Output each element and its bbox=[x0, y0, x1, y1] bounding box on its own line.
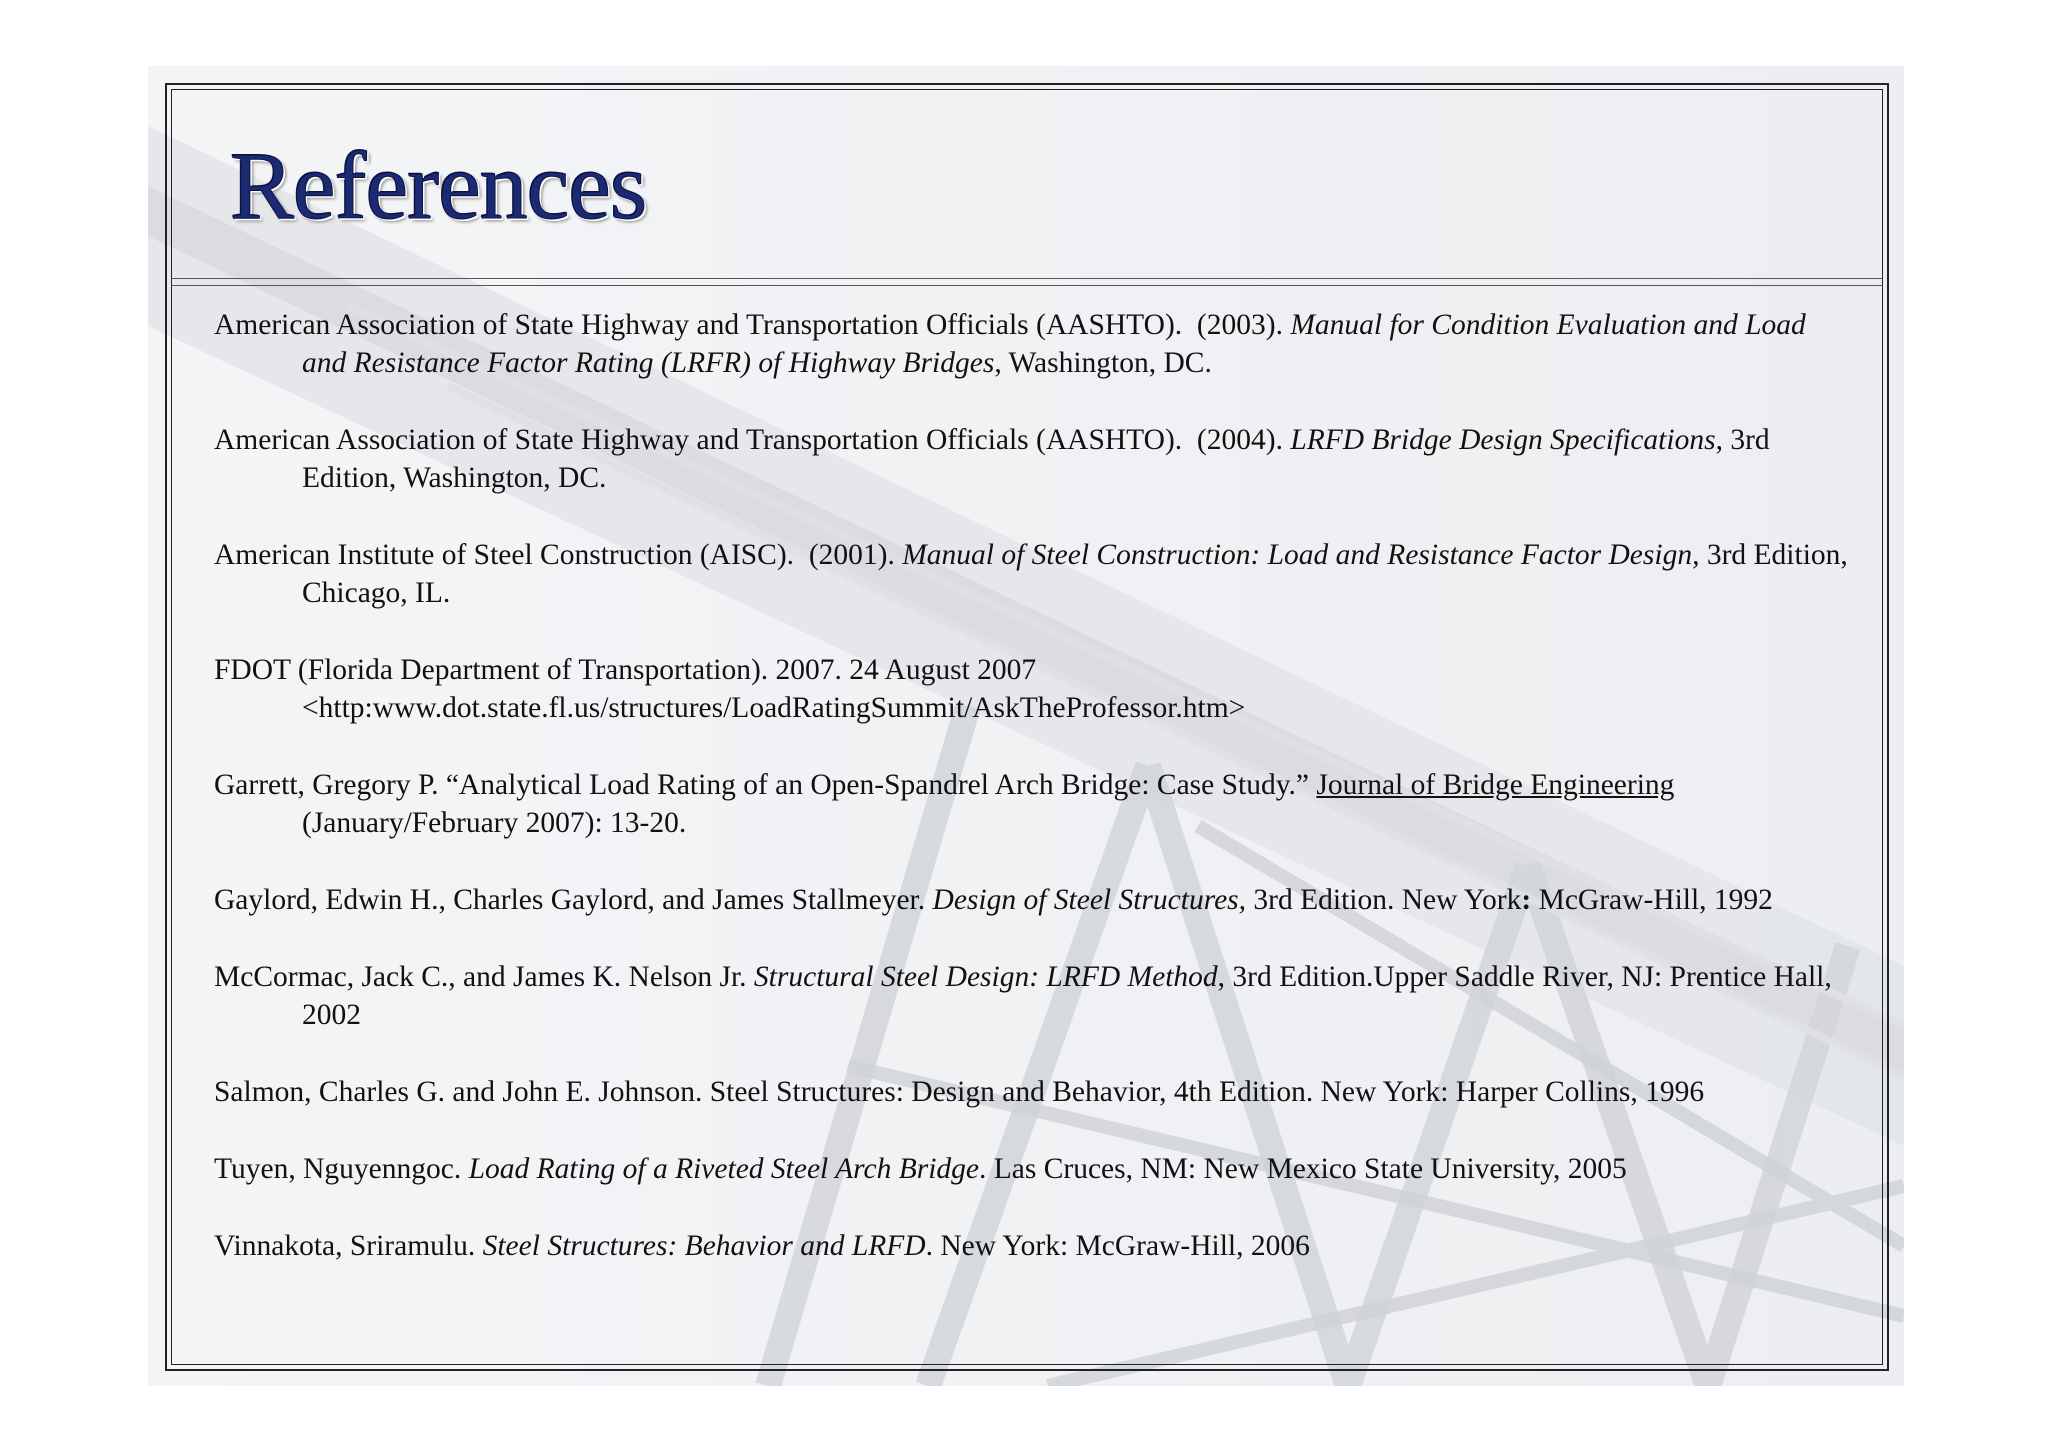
reference-url: <http:www.dot.state.fl.us/structures/LoadRatingSummit/AskTheProfessor.htm> bbox=[302, 692, 1246, 724]
reference-item-vinnakota: Vinnakota, Sriramulu. Steel Structures: Behavior and LRFD. New York: McGraw-Hill, 2006 bbox=[214, 1230, 1310, 1262]
page-title: References bbox=[230, 132, 647, 239]
reference-item-aisc-2001: American Institute of Steel Construction (AISC). (2001). Manual of Steel Construction: Load and Resistance Factor Design, 3rd Edition, Chicago, IL. bbox=[214, 539, 1848, 609]
title-divider bbox=[171, 278, 1883, 286]
reference-item-fdot-2007: FDOT (Florida Department of Transportation). 2007. 24 August 2007 <http:www.dot.state.fl.us/structures/LoadRatingSummit/AskTheProfessor.htm> bbox=[214, 654, 1246, 724]
reference-item-garrett: Garrett, Gregory P. “Analytical Load Rating of an Open-Spandrel Arch Bridge: Case Study.” Journal of Bridge Engineering (January/February 2007): 13-20. bbox=[214, 769, 1675, 839]
reference-item-aashto-2003: American Association of State Highway and Transportation Officials (AASHTO). (2003). Manual for Condition Evaluation and Load and Resistance Factor Rating (LRFR) of Highway Bridges, Washington, DC. bbox=[214, 309, 1806, 379]
reference-item-mccormac: McCormac, Jack C., and James K. Nelson Jr. Structural Steel Design: LRFD Method, 3rd Edition.Upper Saddle River, NJ: Prentice Hall, 2002 bbox=[214, 961, 1832, 1031]
journal-title: Journal of Bridge Engineering bbox=[1316, 769, 1675, 801]
reference-item-aashto-2004: American Association of State Highway and Transportation Officials (AASHTO). (2004). LRFD Bridge Design Specifications, 3rd Edition, Washington, DC. bbox=[214, 424, 1770, 494]
reference-item-tuyen: Tuyen, Nguyenngoc. Load Rating of a Riveted Steel Arch Bridge. Las Cruces, NM: New Mexico State University, 2005 bbox=[214, 1153, 1627, 1185]
reference-item-gaylord: Gaylord, Edwin H., Charles Gaylord, and James Stallmeyer. Design of Steel Structures, 3rd Edition. New York: McGraw-Hill, 1992 bbox=[214, 884, 1773, 916]
reference-item-salmon: Salmon, Charles G. and John E. Johnson. Steel Structures: Design and Behavior, 4th Edition. New York: Harper Collins, 1996 bbox=[214, 1076, 1705, 1108]
reference-list bbox=[214, 306, 1854, 1304]
